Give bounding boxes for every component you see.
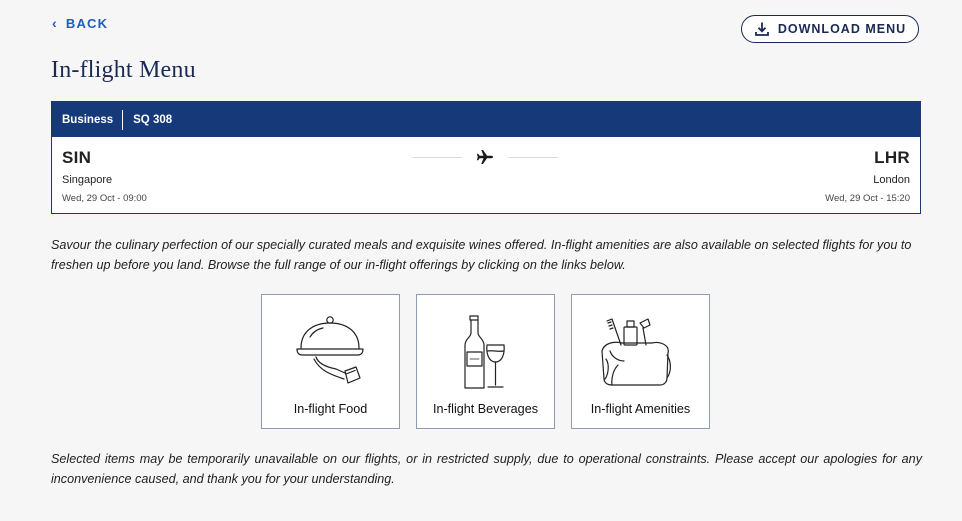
destination-datetime: Wed, 29 Oct - 15:20	[825, 193, 910, 204]
flight-number: SQ 308	[133, 113, 173, 126]
intro-text: Savour the culinary perfection of our specially curated meals and exquisite wines offered. In-flight amenities are also available on selected flights for you to freshen up before you land. Browse the full range of our in-flight offerings by clicking on the links below.	[51, 238, 912, 272]
route-line-right	[509, 157, 558, 158]
notice-text: Selected items may be temporarily unavailable on our flights, or in restricted supply, due to operational constraints. Please accept our apologies for any inconvenience caused, and thank you for your understanding.	[51, 452, 922, 486]
download-icon	[754, 21, 770, 37]
flight-card-body	[52, 137, 920, 213]
tile-inflight-beverages[interactable]	[416, 294, 555, 429]
chevron-left-icon: ‹	[52, 14, 58, 31]
tile-label-beverages: In-flight Beverages	[432, 402, 538, 416]
destination-city: London	[873, 174, 910, 186]
origin-code: SIN	[62, 148, 92, 167]
flight-card-header	[52, 102, 920, 137]
airplane-icon	[476, 149, 494, 165]
cloche-icon	[262, 309, 401, 389]
destination-code: LHR	[874, 148, 910, 167]
tile-label-food: In-flight Food	[293, 402, 368, 416]
origin-city: Singapore	[62, 174, 113, 186]
back-label: BACK	[65, 16, 109, 31]
origin-datetime: Wed, 29 Oct - 09:00	[62, 193, 147, 204]
origin-block	[62, 148, 147, 204]
page-title: In-flight Menu	[51, 57, 196, 83]
header-divider	[122, 110, 123, 130]
flight-card	[51, 101, 921, 214]
download-menu-button[interactable]	[741, 15, 919, 43]
tile-label-amenities: In-flight Amenities	[590, 402, 691, 416]
cabin-class: Business	[62, 113, 114, 126]
tile-inflight-amenities[interactable]	[571, 294, 710, 429]
download-label: DOWNLOAD MENU	[777, 22, 907, 36]
amenity-kit-icon	[572, 309, 711, 389]
destination-block	[825, 148, 910, 204]
wine-icon	[417, 309, 556, 389]
back-link[interactable]	[52, 16, 108, 31]
tile-inflight-food[interactable]	[261, 294, 400, 429]
route-line-left	[413, 157, 462, 158]
